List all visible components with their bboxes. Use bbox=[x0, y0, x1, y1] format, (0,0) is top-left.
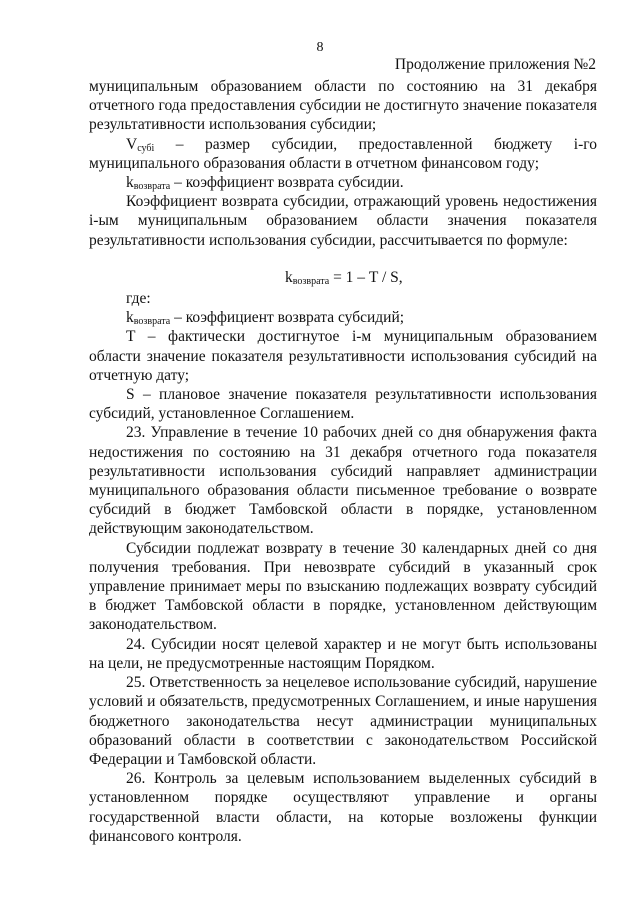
paragraph-25: 25. Ответственность за нецелевое использование субсидий, нарушение условий и обязательств, предусмотренных Соглашением, и иные нарушения бюджетного законодательства несут администрации муниципальных образований области в соответствии с законодательством Российской Федерации и Тамбовской области. bbox=[89, 674, 597, 768]
k2-symbol: k bbox=[126, 309, 134, 327]
k-definition: – коэффициент возврата субсидии. bbox=[170, 174, 404, 192]
definition-k-return-2 bbox=[89, 308, 597, 327]
appendix-label: Продолжение приложения №2 bbox=[394, 56, 596, 73]
paragraph-23: 23. Управление в течение 10 рабочих дней со дня обнаружения факта недостижения по состоянию на 31 декабря отчетного года показателя результативности использования субсидий направляет администрации муниципального образования области письменное требование о возврате субсидий в бюджет Тамбовской области в порядке, установленном действующим законодательством. bbox=[89, 424, 597, 538]
k2-definition: – коэффициент возврата субсидий; bbox=[170, 309, 405, 327]
paragraph-coefficient: Коэффициент возврата субсидии, отражающий уровень недостижения i-ым муниципальным образованием области значения показателя результативности использования субсидии, рассчитывается по формуле: bbox=[89, 193, 597, 249]
paragraph-24: 24. Субсидии носят целевой характер и не могут быть использованы на цели, не предусмотренные настоящим Порядком. bbox=[89, 635, 597, 672]
v-symbol: V bbox=[126, 135, 138, 153]
paragraph-intro: муниципальным образованием области по состоянию на 31 декабря отчетного года предоставления субсидии не достигнуто значение показателя результативности использования субсидии; bbox=[89, 78, 597, 134]
document-body bbox=[89, 77, 597, 846]
formula bbox=[89, 268, 597, 287]
page-number: 8 bbox=[316, 40, 324, 55]
k-symbol: k bbox=[126, 174, 134, 192]
definition-v-sub bbox=[89, 135, 597, 173]
k-subscript: возврата bbox=[133, 181, 171, 193]
formula-k-subscript: возврата bbox=[292, 275, 330, 287]
where-label: где: bbox=[126, 290, 151, 308]
definition-s: S – плановое значение показателя результативности использования субсидий, установленное Соглашением. bbox=[89, 386, 597, 423]
definition-t: T – фактически достигнутое i-м муниципальным образованием области значение показателя результативности использования субсидий на отчетную дату; bbox=[89, 328, 597, 384]
k2-subscript: возврата bbox=[133, 316, 171, 328]
definition-k-return bbox=[89, 173, 597, 192]
v-subscript: субi bbox=[137, 142, 155, 154]
formula-k-symbol: k bbox=[285, 268, 293, 286]
paragraph-26: 26. Контроль за целевым использованием выделенных субсидий в установленном порядке осуществляют управление и органы государственной власти области, на которые возложены функции финансового контроля. bbox=[89, 770, 597, 845]
v-definition: – размер субсидии, предоставленной бюджету i-го муниципального образования области в отчетном финансовом году; bbox=[89, 135, 597, 172]
formula-rhs: = 1 – T / S, bbox=[329, 268, 403, 286]
paragraph-23-continued: Субсидии подлежат возврату в течение 30 календарных дней со дня получения требования. При невозврате субсидий в указанный срок управление принимает меры по взысканию подлежащих возврату субсидий в бюджет Тамбовской области в порядке, установленном действующим законодательством. bbox=[89, 539, 597, 634]
